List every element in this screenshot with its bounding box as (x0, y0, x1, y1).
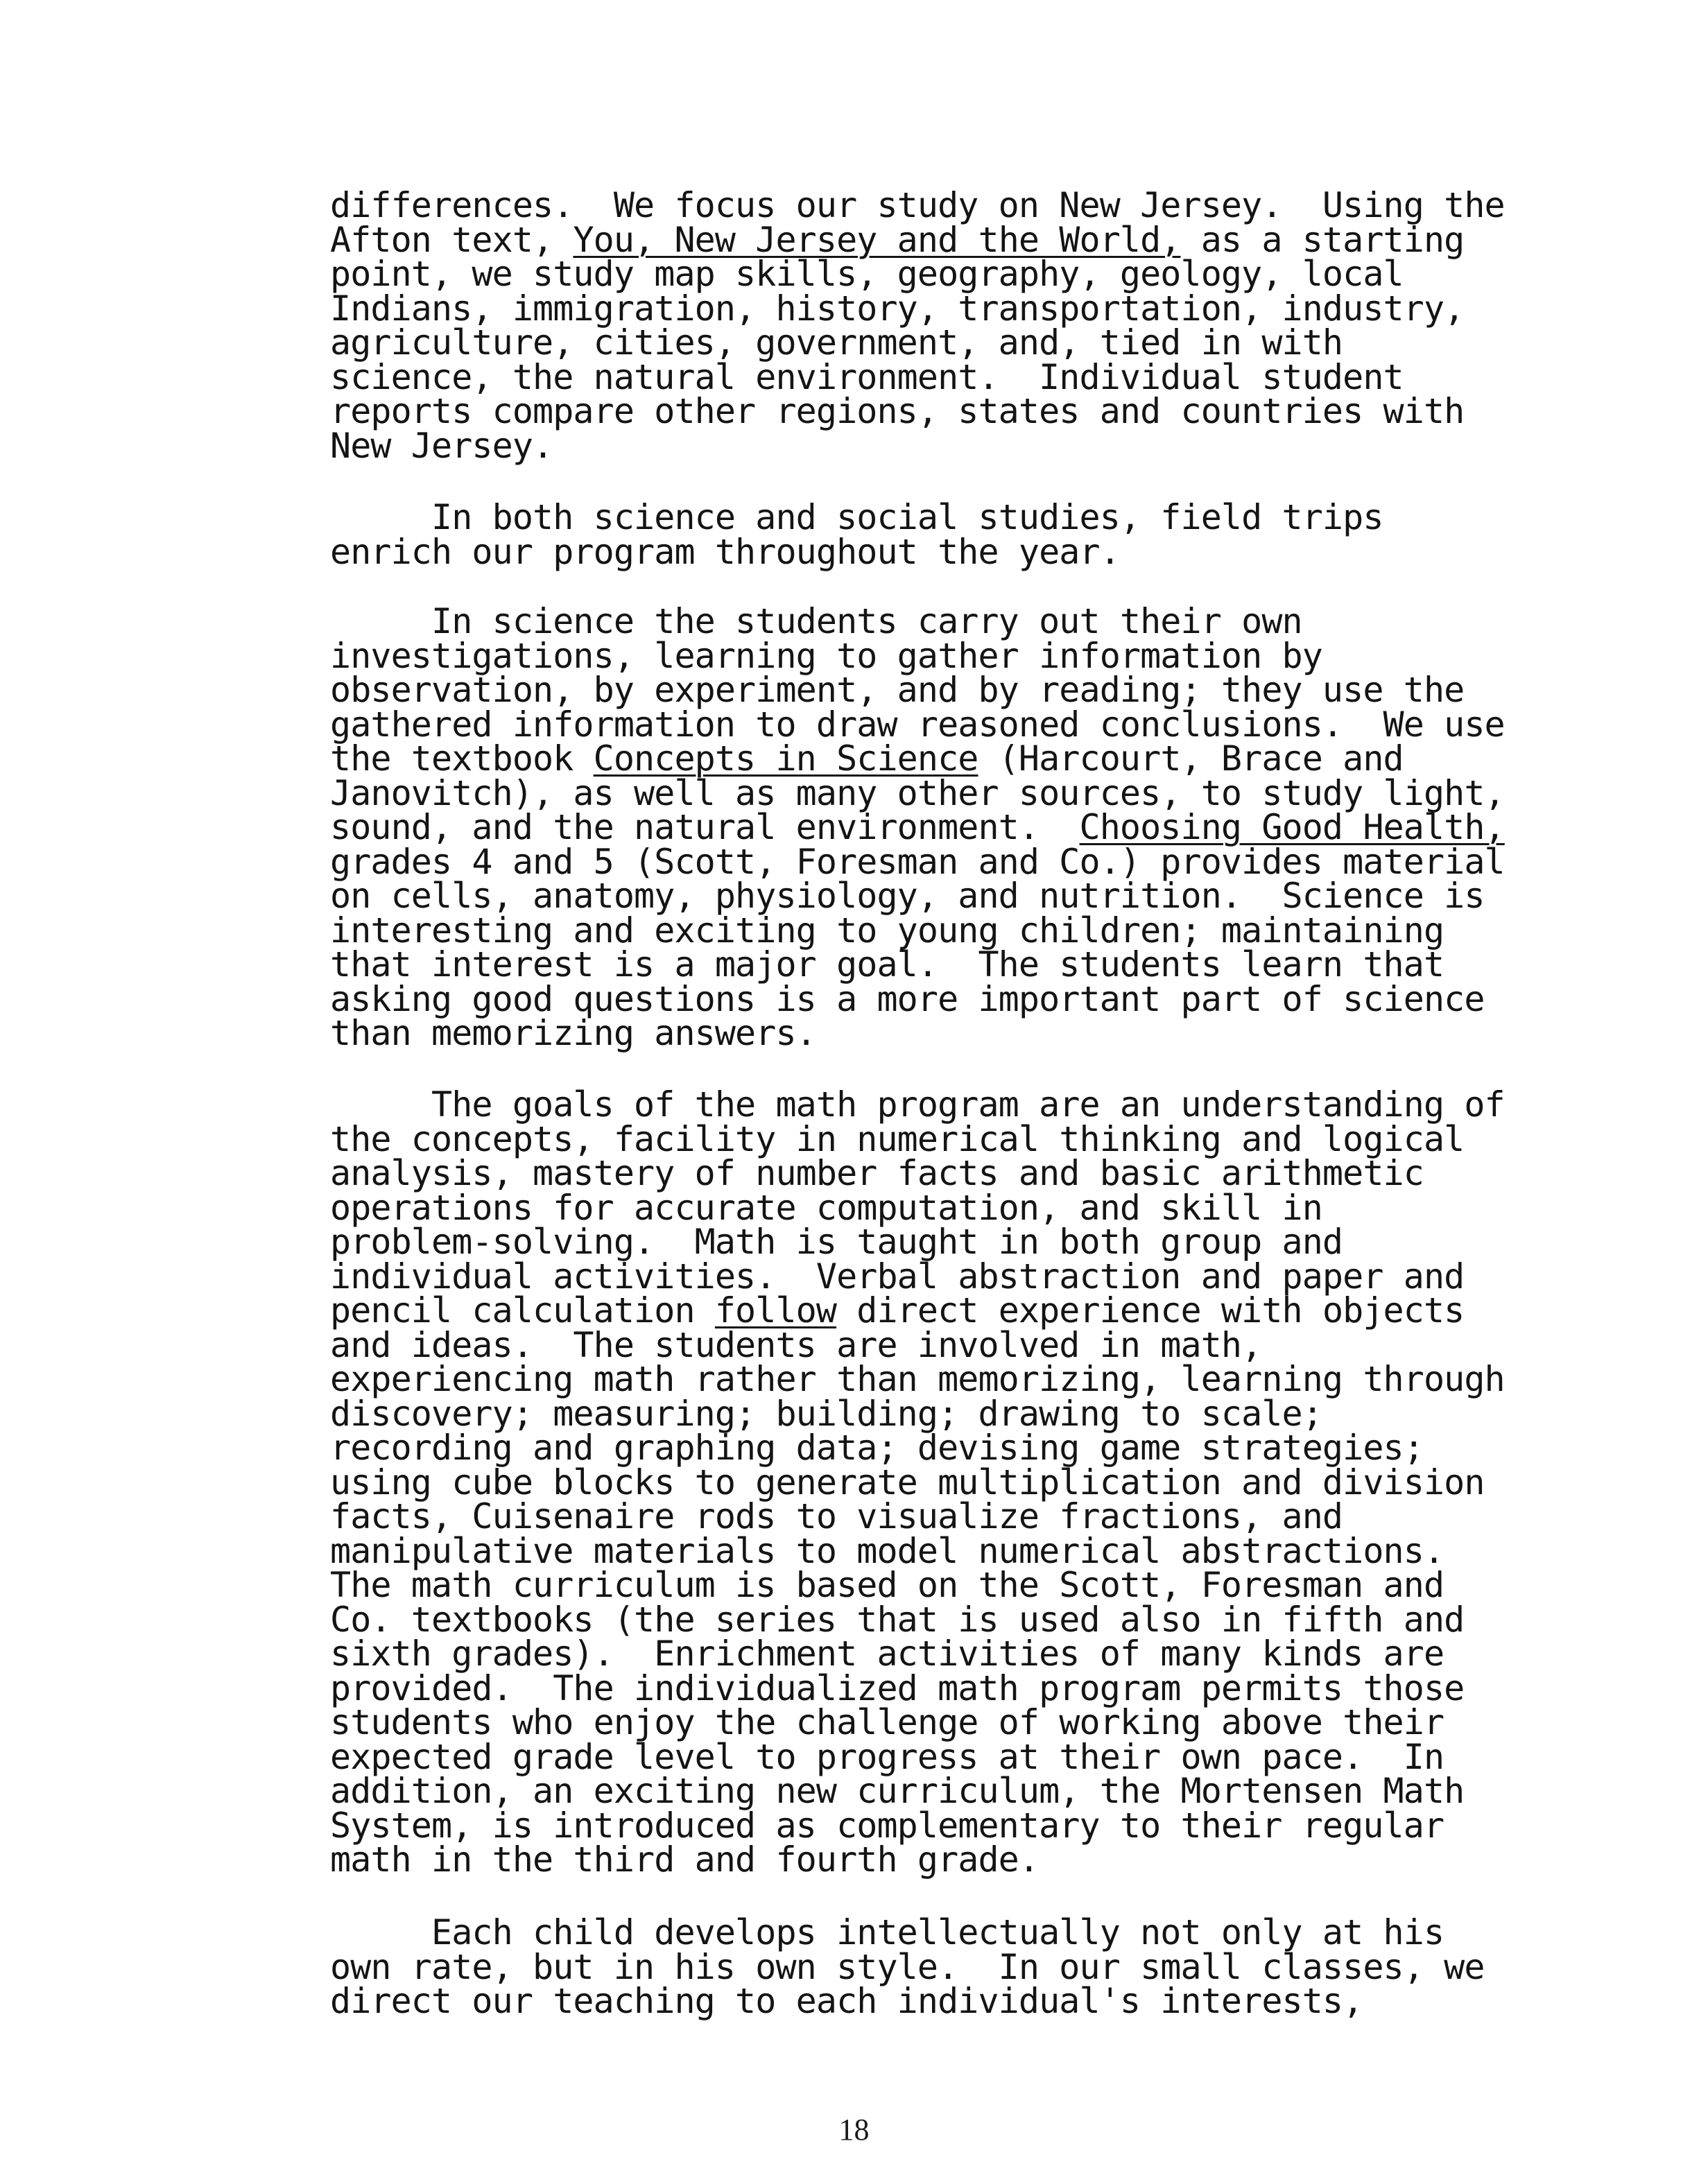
text-line (330, 1462, 1551, 1503)
text-line (330, 1428, 1551, 1468)
text-segment: System, is introduced as complementary to their regular (330, 1805, 1444, 1846)
text-segment: expected grade level to progress at their own pace. In (330, 1736, 1444, 1777)
text-line (330, 944, 1551, 985)
text-line (330, 1153, 1551, 1193)
text-segment: the textbook (330, 738, 594, 779)
text-line (330, 1187, 1551, 1228)
text-line (330, 1946, 1551, 1987)
text-segment: Afton text, (330, 219, 573, 260)
text-line (330, 254, 1551, 294)
text-segment: interesting and exciting to young children; maintaining (330, 910, 1444, 951)
text-segment: math in the third and fourth grade. (330, 1839, 1040, 1880)
text-segment: In science the students carry out their own (330, 601, 1302, 641)
text-segment: students who enjoy the challenge of working above their (330, 1702, 1444, 1742)
text-segment: facts, Cuisenaire rods to visualize fractions, and (330, 1496, 1343, 1536)
text-segment: experiencing math rather than memorizing, learning through (330, 1359, 1505, 1399)
text-line (330, 772, 1551, 813)
text-line (330, 1668, 1551, 1708)
paragraph-math-program (330, 1084, 1551, 1880)
text-line (330, 1496, 1551, 1536)
text-line (330, 1084, 1551, 1125)
text-line (330, 635, 1551, 676)
text-segment: sixth grades). Enrichment activities of many kinds are (330, 1634, 1444, 1674)
text-line (330, 978, 1551, 1019)
text-segment: pencil calculation (330, 1290, 715, 1331)
text-line (330, 1290, 1551, 1331)
text-segment: In both science and social studies, field trips (330, 497, 1383, 537)
text-line (330, 1771, 1551, 1811)
text-segment: Indians, immigration, history, transportation, industry, (330, 288, 1465, 329)
text-segment: science, the natural environment. Individual student (330, 356, 1404, 397)
text-line (330, 425, 1551, 466)
text-segment: discovery; measuring; building; drawing to scale; (330, 1393, 1322, 1434)
text-segment: on cells, anatomy, physiology, and nutrition. Science is (330, 876, 1485, 916)
text-segment: Co. textbooks (the series that is used also in fifth and (330, 1599, 1465, 1640)
text-line (330, 1256, 1551, 1297)
text-line (330, 1565, 1551, 1605)
text-segment: manipulative materials to model numerical abstractions. (330, 1530, 1444, 1571)
text-segment: grades 4 and 5 (Scott, Foresman and Co.) provides material (330, 841, 1505, 882)
paragraph-individual-style (330, 1912, 1551, 2021)
underlined-title: follow (714, 1290, 837, 1331)
text-line (330, 322, 1551, 363)
text-segment: that interest is a major goal. The students learn that (330, 944, 1444, 985)
text-segment: enrich our program throughout the year. (330, 531, 1120, 572)
text-line (330, 497, 1551, 537)
text-line (330, 356, 1551, 397)
text-line (330, 807, 1551, 847)
text-segment: own rate, but in his own style. In our small classes, we (330, 1946, 1485, 1987)
underlined-title: You, New Jersey and the World, (573, 219, 1181, 260)
text-segment: operations for accurate computation, and skill in (330, 1187, 1322, 1228)
text-segment: problem-solving. Math is taught in both group and (330, 1222, 1343, 1262)
paragraph-new-jersey-study (330, 185, 1551, 466)
text-line (330, 1530, 1551, 1571)
text-line (330, 704, 1551, 745)
text-line (330, 1981, 1551, 2021)
text-line (330, 1736, 1551, 1777)
text-line (330, 1359, 1551, 1399)
text-segment: the concepts, facility in numerical thinking and logical (330, 1118, 1465, 1159)
text-line (330, 738, 1551, 779)
text-segment: direct our teaching to each individual's interests, (330, 1981, 1363, 2021)
text-line (330, 841, 1551, 882)
text-line (330, 670, 1551, 710)
text-line (330, 1222, 1551, 1262)
text-line (330, 876, 1551, 916)
text-line (330, 1805, 1551, 1846)
text-line (330, 1634, 1551, 1674)
text-segment: Each child develops intellectually not only at his (330, 1912, 1444, 1952)
text-line (330, 288, 1551, 329)
text-line (330, 910, 1551, 951)
text-line (330, 1393, 1551, 1434)
text-segment: addition, an exciting new curriculum, the Mortensen Math (330, 1771, 1465, 1811)
page-number: 18 (838, 2113, 870, 2147)
text-line (330, 391, 1551, 431)
text-segment: individual activities. Verbal abstraction and paper and (330, 1256, 1465, 1297)
text-segment: (Harcourt, Brace and (978, 738, 1404, 779)
text-segment: asking good questions is a more important part of science (330, 978, 1485, 1019)
text-line (330, 185, 1551, 225)
text-segment: sound, and the natural environment. (330, 807, 1080, 847)
text-line (330, 1912, 1551, 1952)
paragraph-field-trips (330, 497, 1551, 572)
text-line (330, 601, 1551, 641)
text-segment: as a starting (1180, 219, 1465, 260)
text-segment: reports compare other regions, states and countries with (330, 391, 1465, 431)
text-segment: analysis, mastery of number facts and basic arithmetic (330, 1153, 1424, 1193)
text-segment: The goals of the math program are an understanding of (330, 1084, 1505, 1125)
text-line (330, 1118, 1551, 1159)
text-segment: investigations, learning to gather information by (330, 635, 1322, 676)
text-segment: using cube blocks to generate multiplication and division (330, 1462, 1485, 1503)
text-segment: The math curriculum is based on the Scott, Foresman and (330, 1565, 1444, 1605)
text-segment: and ideas. The students are involved in math, (330, 1324, 1262, 1365)
paragraph-science (330, 601, 1551, 1053)
text-line (330, 1839, 1551, 1880)
text-segment: than memorizing answers. (330, 1013, 816, 1053)
text-segment: Janovitch), as well as many other sources, to study light, (330, 772, 1505, 813)
text-segment: New Jersey. (330, 425, 553, 466)
text-segment: agriculture, cities, government, and, tied in with (330, 322, 1343, 363)
underlined-title: Concepts in Science (593, 738, 978, 779)
text-segment: recording and graphing data; devising game strategies; (330, 1428, 1424, 1468)
text-line (330, 1324, 1551, 1365)
text-segment: differences. We focus our study on New Jersey. Using the (330, 185, 1505, 225)
underlined-title: Choosing Good Health, (1079, 807, 1505, 847)
text-segment: direct experience with objects (836, 1290, 1465, 1331)
text-segment: gathered information to draw reasoned conclusions. We use (330, 704, 1505, 745)
text-segment: point, we study map skills, geography, geology, local (330, 254, 1404, 294)
text-segment: observation, by experiment, and by reading; they use the (330, 670, 1465, 710)
text-line (330, 1599, 1551, 1640)
text-line (330, 531, 1551, 572)
text-line (330, 1013, 1551, 1053)
text-segment: provided. The individualized math program permits those (330, 1668, 1465, 1708)
text-line (330, 1702, 1551, 1742)
text-line (330, 219, 1551, 260)
